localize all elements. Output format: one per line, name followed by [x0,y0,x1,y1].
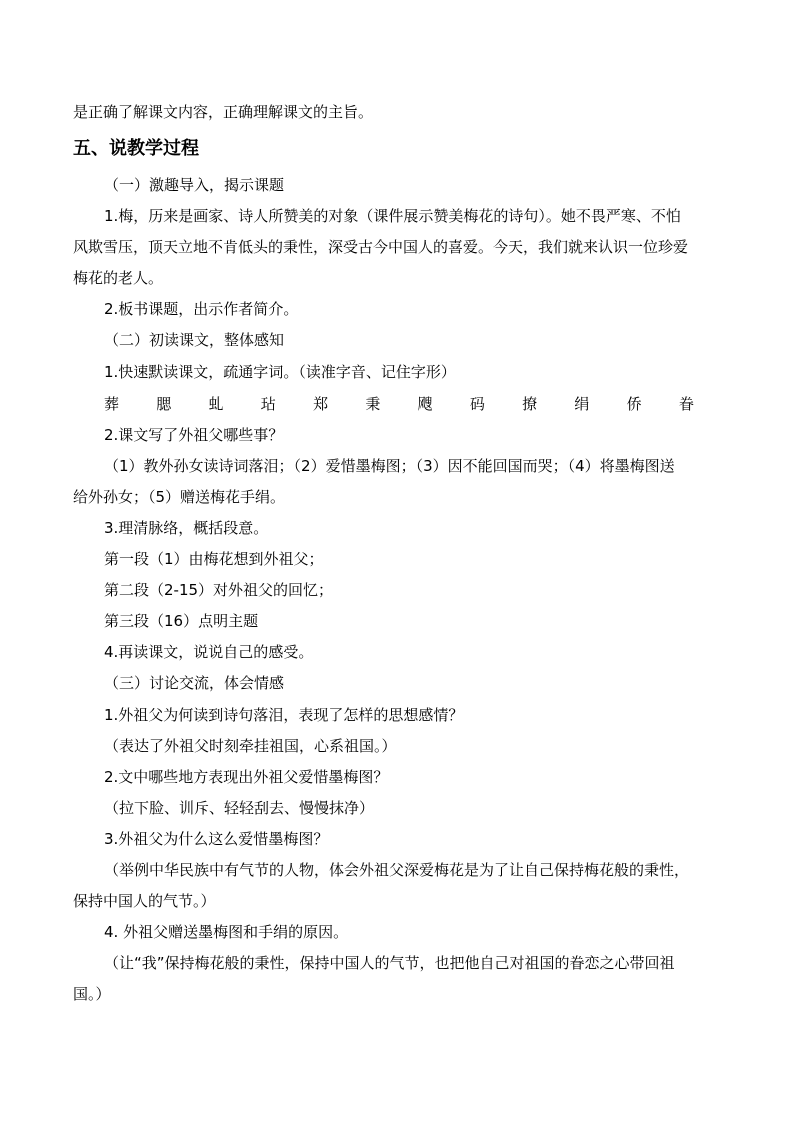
answer-line: （拉下脸、训斥、轻轻刮去、慢慢抹净） [104,799,375,817]
answer-line: （1）教外孙女读诗词落泪；（2）爱惜墨梅图；（3）因不能回国而哭；（4）将墨梅图送 [104,457,675,475]
paragraph-line: 梅花的老人。 [73,269,164,287]
question-line: 4.再读课文，说说自己的感受。 [104,643,314,661]
vocabulary-char: 玷 [260,395,276,413]
vocabulary-char: 飕 [417,395,433,413]
vocabulary-char: 撩 [522,395,538,413]
answer-line: 保持中国人的气节。） [73,892,216,910]
vocabulary-char: 腮 [156,395,172,413]
answer-line: 给外孙女；（5）赠送梅花手绢。 [73,488,286,506]
question-line: 1.外祖父为何读到诗句落泪，表现了怎样的思想感情？ [104,706,464,724]
segment-line: 第三段（16）点明主题 [104,612,259,630]
paragraph-line: 是正确了解课文内容，正确理解课文的主旨。 [73,103,374,121]
subsection-title: （三）讨论交流，体会情感 [104,674,285,692]
question-line: 3.外祖父为什么这么爱惜墨梅图？ [104,830,329,848]
paragraph-line: 风欺雪压，顶天立地不肯低头的秉性，深受古今中国人的喜爱。今天，我们就来认识一位珍爱 [73,238,689,256]
vocabulary-char: 码 [469,395,485,413]
vocabulary-char: 葬 [104,395,120,413]
question-line: 2.文中哪些地方表现出外祖父爱惜墨梅图？ [104,768,389,786]
answer-line: （让“我”保持梅花般的秉性，保持中国人的气节，也把他自己对祖国的眷恋之心带回祖 [104,954,675,972]
segment-line: 第一段（1）由梅花想到外祖父； [104,550,324,568]
question-line: 1.快速默读课文，疏通字词。（读准字音、记住字形） [104,363,456,381]
answer-line: （表达了外祖父时刻牵挂祖国，心系祖国。） [104,737,397,755]
paragraph-line: 1.梅，历来是画家、诗人所赞美的对象（课件展示赞美梅花的诗句）。她不畏严寒、不怕 [104,207,681,225]
vocabulary-char: 眷 [678,395,694,413]
subsection-title: （二）初读课文，整体感知 [104,331,285,349]
vocabulary-char: 虬 [208,395,224,413]
answer-line: （举例中华民族中有气节的人物，体会外祖父深爱梅花是为了让自己保持梅花般的秉性， [104,861,690,879]
answer-line: 国。） [73,985,111,1003]
paragraph-line: 2.板书课题，出示作者简介。 [104,300,299,318]
vocabulary-char: 秉 [365,395,381,413]
vocabulary-char: 侨 [626,395,642,413]
vocabulary-characters-row [104,394,694,414]
subsection-title: （一）激趣导入，揭示课题 [104,176,285,194]
vocabulary-char: 绢 [574,395,590,413]
vocabulary-char: 郑 [313,395,329,413]
question-line: 2.课文写了外祖父哪些事？ [104,426,284,444]
question-line: 3.理清脉络，概括段意。 [104,519,269,537]
question-line: 4. 外祖父赠送墨梅图和手绢的原因。 [104,923,349,941]
section-heading: 五、说教学过程 [73,138,199,159]
segment-line: 第二段（2-15）对外祖父的回忆； [104,581,334,599]
